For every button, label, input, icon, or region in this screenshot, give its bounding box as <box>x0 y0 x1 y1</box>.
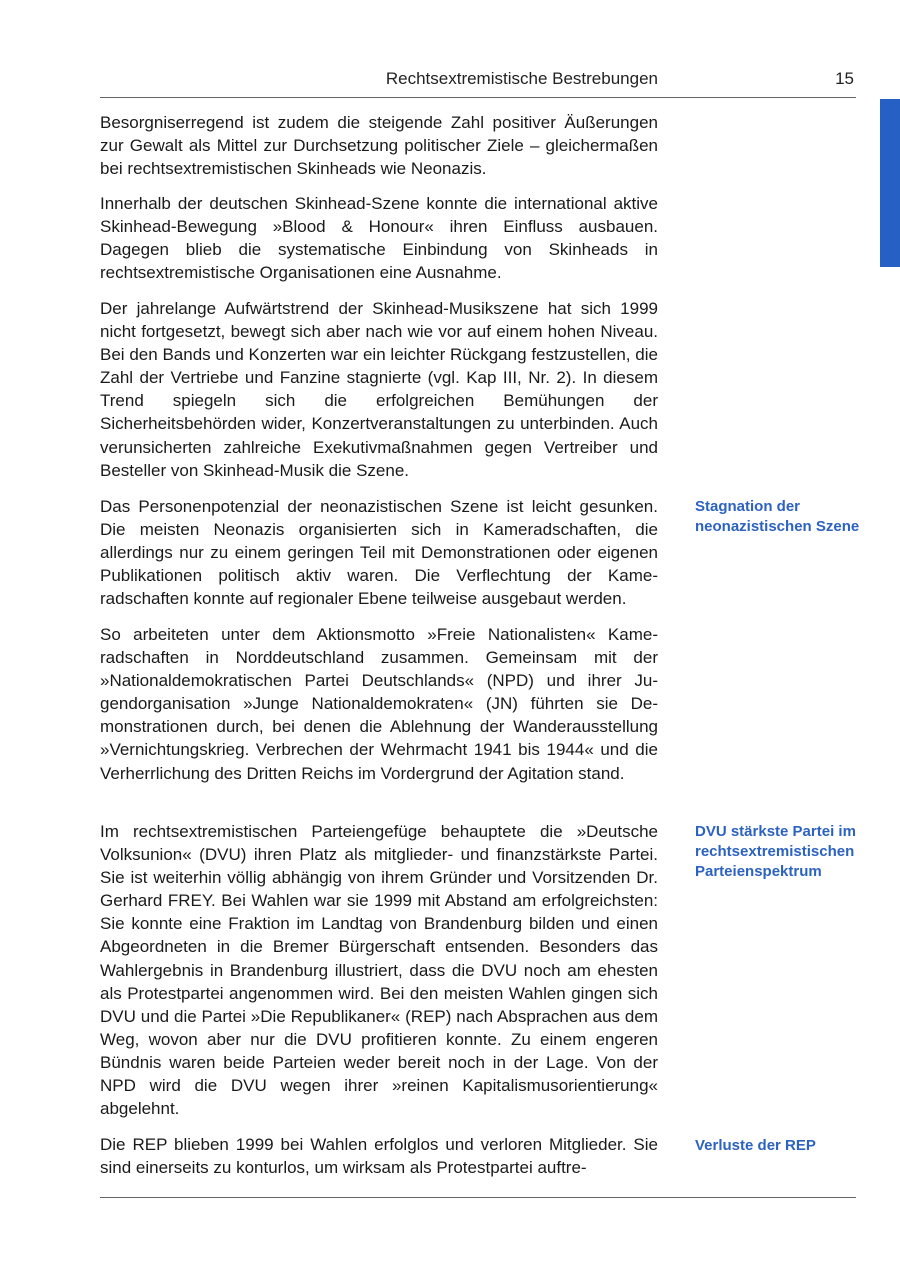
paragraph-skinhead-music: Der jahrelange Aufwärtstrend der Skinhead-Musikszene hat sich 1999 nicht fortgesetzt, bewegt sich aber nach wie vor auf einem hohen Niveau. Bei den Bands und Konzerten war ein leichter Rückgang festzustellen, die Zahl der Vertriebe und Fanzine stagnierte (vgl. Kap III, Nr. 2). In diesem Trend spiegeln sich die erfolgreichen Bemühungen der Sicherheitsbehörden wider, Konzertveranstaltungen zu unterbinden. Auch verunsicherten zahlreiche Exekutivmaßnahmen gegen Vertreiber und Besteller von Skinhead-Musik die Szene. <box>100 299 658 480</box>
running-header-title: Rechtsextremistische Bestrebungen <box>385 69 658 88</box>
paragraph-violence-statements: Besorgniserregend ist zudem die steigende Zahl positiver Äußerungen zur Gewalt als Mittel zur Durchsetzung politischer Ziele – gleichermaßen bei rechtsextremistischen Skinheads wie Neonazis. <box>100 113 658 179</box>
header-divider <box>100 97 856 98</box>
paragraph-rep: Die REP blieben 1999 bei Wahlen erfolglos und verloren Mitglieder. Sie sind einerseits zu konturlos, um wirksam als Protestpartei auftre- <box>100 1135 658 1178</box>
paragraph-neonazi-scene: Das Personenpotenzial der neonazistischen Szene ist leicht gesunken. Die meisten Neonazis organisierten sich in Kameradschaften, die allerdings nur zu einem geringen Teil mit Demonstrationen oder eigenen Publikationen politisch aktiv waren. Die Verflechtung der Kameradschaften konnte auf regionaler Ebene teilweise ausgebaut werden. <box>100 497 658 609</box>
footer-divider <box>100 1197 856 1198</box>
margin-note-rep-losses: Verluste der REP <box>695 1137 816 1154</box>
margin-note-neonazi-stagnation: Stagnation der neonazistischen Szene <box>695 498 860 535</box>
margin-note-dvu: DVU stärkste Partei im rechtsextremistischen Parteienspektrum <box>695 823 856 880</box>
paragraph-blood-and-honour: Innerhalb der deutschen Skinhead-Szene konnte die international aktive Skinhead-Bewegung »Blood & Honour« ihren Einfluss ausbauen. Dagegen blieb die systematische Einbindung von Skinheads in rechtsextremistische Organisationen eine Ausnahme. <box>100 194 658 283</box>
paragraph-dvu: Im rechtsextremistischen Parteiengefüge behauptete die »Deutsche Volksunion« (DVU) ihren Platz als mitglieder- und finanzstärkste Partei. Sie ist weiterhin völlig abhängig von ihrem Gründer und Vorsitzenden Dr. Gerhard FREY. Bei Wahlen war sie 1999 mit Abstand am erfolgreichsten: Sie konnte eine Fraktion im Landtag von Brandenburg bilden und einen Abgeordneten in die Bremer Bürgerschaft entsenden. Besonders das Wahlergebnis in Brandenburg illustriert, dass die DVU noch am ehesten als Protestpartei angenommen wird. Bei den meisten Wahlen gingen sich DVU und die Partei »Die Republikaner« (REP) nach Absprachen aus dem Weg, wovon aber nur die DVU profitieren konnte. Zu einem engeren Bündnis waren beide Parteien weder bereit noch in der Lage. Von der NPD wird die DVU wegen ihrer »reinen Kapitalismusorientierung« abgelehnt. <box>100 822 658 1119</box>
page-number: 15 <box>835 69 854 88</box>
chapter-thumb-tab <box>880 99 900 267</box>
paragraph-freie-nationalisten: So arbeiteten unter dem Aktionsmotto »Freie Nationalisten« Kameradschaften in Norddeutschland zusammen. Gemeinsam mit der »Nationaldemokratischen Partei Deutschlands« (NPD) und ihrer Jugendorganisation »Junge Nationaldemokraten« (JN) führten sie Demonstrationen durch, bei denen die Ablehnung der Wanderausstellung »Vernichtungskrieg. Verbrechen der Wehrmacht 1941 bis 1944« und die Verherrlichung des Dritten Reichs im Vordergrund der Agitation stand. <box>100 625 658 783</box>
